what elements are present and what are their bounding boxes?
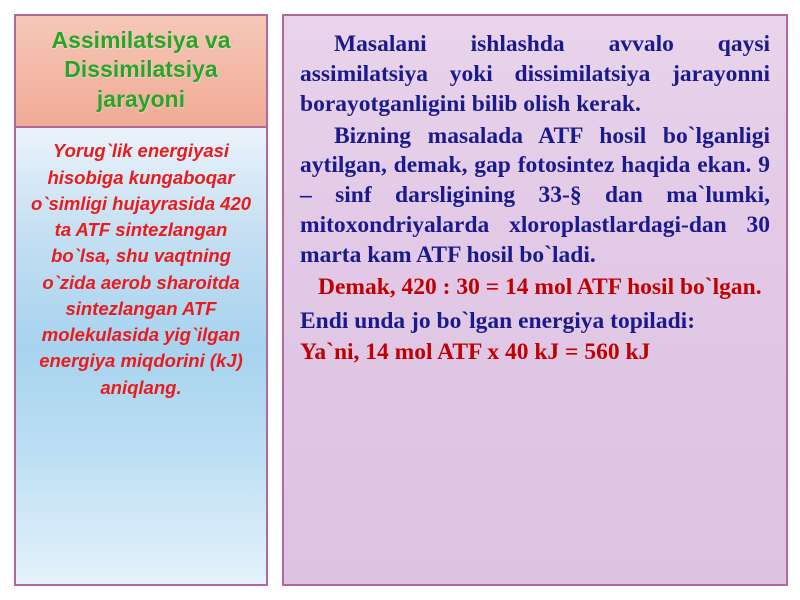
solution-paragraph-1: Masalani ishlashda avvalo qaysi assimilatsiya yoki dissimilatsiya jarayonni borayotganligini bilib olish kerak. [300, 31, 770, 117]
solution-paragraph-5: Ya`ni, 14 mol ATF x 40 kJ = 560 kJ [300, 339, 651, 366]
solution-paragraph-4: Endi unda jo bo`lgan energiya topiladi: [300, 307, 696, 334]
page-title: Assimilatsiya va Dissimilatsiya jarayoni [51, 27, 231, 112]
task-box [16, 128, 266, 584]
solution-paragraph-3: Demak, 420 : 30 = 14 mol ATF hosil bo`lgan. [318, 273, 762, 300]
left-panel [14, 14, 268, 586]
title-box [16, 16, 266, 128]
solution-paragraph-2: Bizning masalada ATF hosil bo`lganligi aytilgan, demak, gap fotosintez haqida ekan. 9 – sinf darsligining 33-§ dan ma`lumki, mitoxondriyalarda xloroplastlardagi-dan 30 marta kam ATF hosil bo`ladi. [300, 122, 770, 268]
task-statement: Yorug`lik energiyasi hisobiga kungaboqar o`simligi hujayrasida 420 ta ATF sintezlangan bo`lsa, shu vaqtning o`zida aerob sharoitda sintezlangan ATF molekulasida yig`ilgan energiya miqdorini (kJ) aniqlang. [30, 140, 252, 398]
solution-panel [282, 14, 788, 586]
